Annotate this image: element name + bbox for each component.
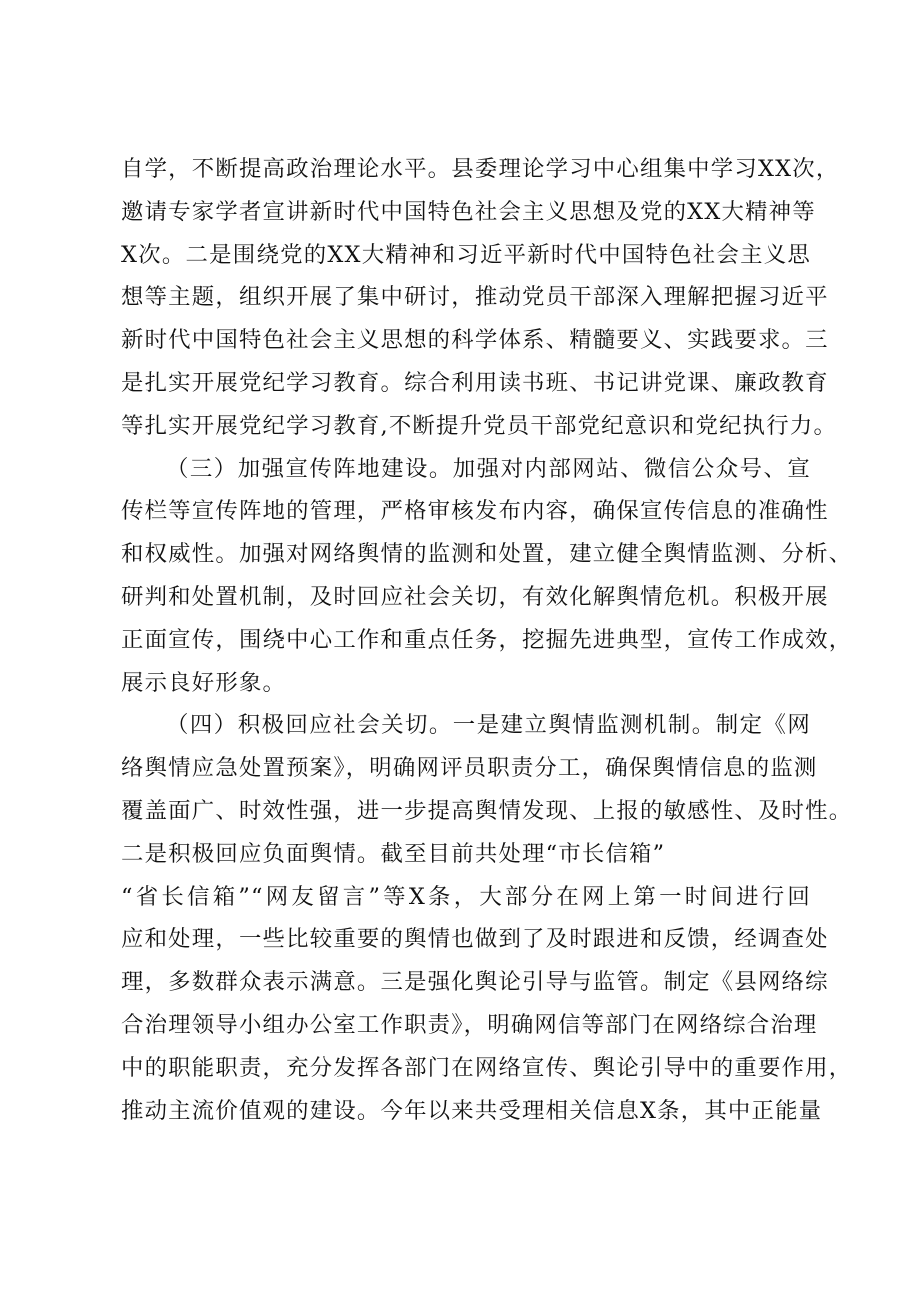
text-line: “省长信箱”“网友留言”等X条，大部分在网上第一时间进行回 — [121, 883, 811, 910]
text-line: 和权威性。加强对网络舆情的监测和处置，建立健全舆情监测、分析、 — [121, 541, 853, 568]
text-line: 合治理领导小组办公室工作职责》，明确网信等部门在网络综合治理 — [121, 1011, 818, 1038]
text-line: 是扎实开展党纪学习教育。综合利用读书班、书记讲党课、廉政教育 — [121, 369, 829, 396]
text-line: 邀请专家学者宣讲新时代中国特色社会主义思想及党的XX大精神等 — [121, 198, 816, 225]
text-line: 想等主题，组织开展了集中研讨，推动党员干部深入理解把握习近平 — [121, 284, 829, 311]
paragraph-propaganda — [121, 448, 853, 705]
text-line: 研判和处置机制，及时回应社会关切，有效化解舆情危机。积极开展 — [121, 583, 829, 610]
paragraph-response — [121, 704, 853, 1132]
text-line: 推动主流价值观的建设。今年以来共受理相关信息X条，其中正能量 — [121, 1097, 823, 1124]
text-line: 覆盖面广、时效性强，进一步提高舆情发现、上报的敏感性、及时性。 — [121, 797, 853, 824]
text-line: X次。二是围绕党的XX大精神和习近平新时代中国特色社会主义思 — [121, 241, 811, 268]
text-line: 展示良好形象。 — [121, 669, 287, 696]
text-line: 理，多数群众表示满意。三是强化舆论引导与监管。制定《县网络综 — [121, 969, 829, 996]
document-body — [121, 148, 853, 1132]
text-line: （四）积极回应社会关切。一是建立舆情监测机制。制定《网 — [166, 712, 811, 739]
text-line: 中的职能职责，充分发挥各部门在网络宣传、舆论引导中的重要作用， — [121, 1054, 853, 1081]
text-line: 应和处理，一些比较重要的舆情也做到了及时跟进和反馈，经调查处 — [121, 926, 829, 953]
paragraph-study — [121, 148, 840, 448]
text-line: 二是积极回应负面舆情。截至目前共处理“市长信箱” — [121, 840, 666, 867]
text-line: 新时代中国特色社会主义思想的科学体系、精髓要义、实践要求。三 — [121, 327, 829, 354]
text-line: 自学，不断提高政治理论水平。县委理论学习中心组集中学习XX次， — [121, 156, 840, 182]
text-line: 等扎实开展党纪学习教育,不断提升党员干部党纪意识和党纪执行力。 — [121, 412, 838, 439]
text-line: 络舆情应急处置预案》，明确网评员职责分工，确保舆情信息的监测 — [121, 755, 818, 782]
text-line: 传栏等宣传阵地的管理，严格审核发布内容，确保宣传信息的准确性 — [121, 498, 829, 525]
text-line: 正面宣传，围绕中心工作和重点任务，挖掘先进典型，宣传工作成效， — [121, 626, 853, 653]
text-line: （三）加强宣传阵地建设。加强对内部网站、微信公众号、宣 — [166, 455, 811, 482]
